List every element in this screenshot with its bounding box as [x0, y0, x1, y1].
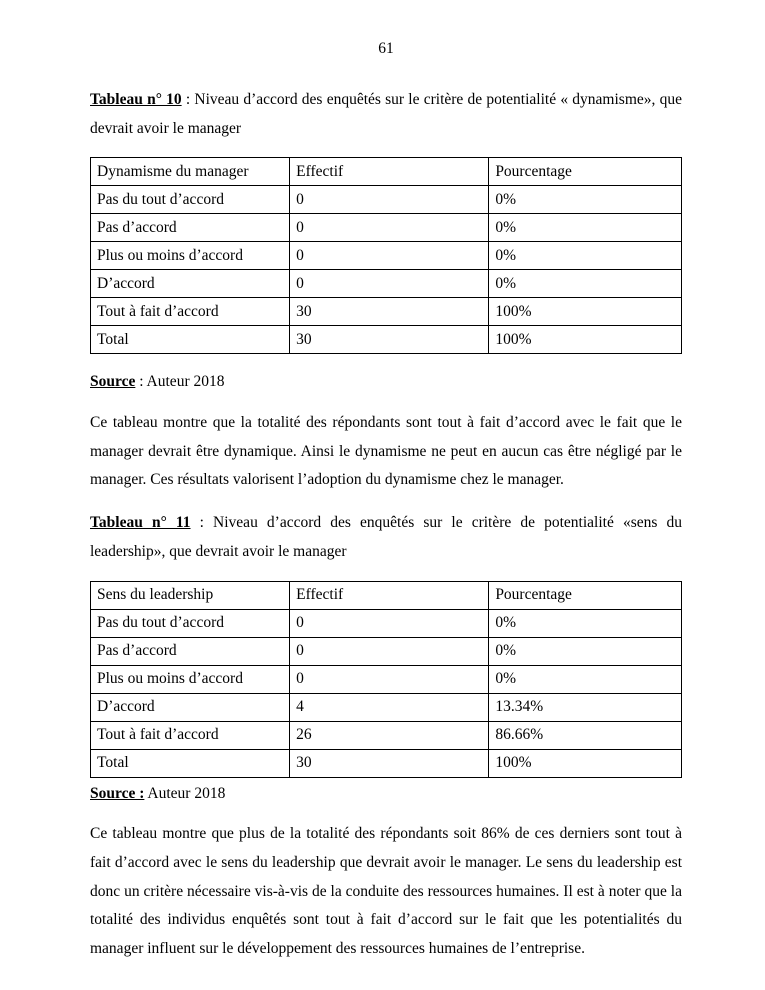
table-cell: 0%: [489, 214, 682, 242]
table10-source-label: Source: [90, 373, 136, 391]
table-cell: Pas d’accord: [91, 214, 290, 242]
table-cell: 0%: [489, 637, 682, 665]
table-header-cell: Pourcentage: [489, 158, 682, 186]
table-cell: 0: [290, 214, 489, 242]
table-header-cell: Dynamisme du manager: [91, 158, 290, 186]
table-cell: 30: [290, 749, 489, 777]
table11-source-label: Source :: [90, 784, 145, 802]
table-cell: Plus ou moins d’accord: [91, 665, 290, 693]
table-10: [90, 157, 682, 354]
table-cell: Tout à fait d’accord: [91, 721, 290, 749]
table-cell: 30: [290, 298, 489, 326]
table-header-row: [91, 158, 682, 186]
table11-heading-text: : Niveau d’accord des enquêtés sur le critère de potentialité «sens du leadership», que devrait avoir le manager: [90, 514, 683, 560]
table-row: [91, 214, 682, 242]
table-cell: 0%: [489, 270, 682, 298]
table-cell: 100%: [489, 298, 682, 326]
table10-heading: [90, 86, 682, 143]
table-cell: 100%: [489, 326, 682, 354]
table-row: [91, 637, 682, 665]
table-cell: 13.34%: [489, 693, 682, 721]
table-cell: 100%: [489, 749, 682, 777]
table-row: [91, 298, 682, 326]
table-cell: Tout à fait d’accord: [91, 298, 290, 326]
table-cell: 0: [290, 186, 489, 214]
table-cell: 0: [290, 609, 489, 637]
table11-source-text: Auteur 2018: [144, 784, 226, 802]
table-cell: D’accord: [91, 693, 290, 721]
table-cell: 0%: [489, 665, 682, 693]
table11-heading-label: Tableau n° 11: [90, 514, 191, 532]
table-cell: D’accord: [91, 270, 290, 298]
table-cell: 30: [290, 326, 489, 354]
table-cell: Total: [91, 326, 290, 354]
table-row: [91, 665, 682, 693]
table-11: [90, 581, 682, 778]
table-cell: 0%: [489, 242, 682, 270]
table-cell: 0%: [489, 609, 682, 637]
table-cell: 0: [290, 665, 489, 693]
table-cell: 0: [290, 270, 489, 298]
table-row: [91, 693, 682, 721]
table-cell: 0: [290, 242, 489, 270]
table11-heading: [90, 509, 682, 566]
table11-source: [90, 782, 682, 807]
table10-heading-label: Tableau n° 10: [90, 91, 182, 108]
table-header-cell: Effectif: [290, 581, 489, 609]
table-cell: 0: [290, 637, 489, 665]
table-cell: Pas du tout d’accord: [91, 186, 290, 214]
table-cell: 26: [290, 721, 489, 749]
table-row: [91, 749, 682, 777]
table-row: [91, 721, 682, 749]
table-row: [91, 270, 682, 298]
table10-source-text: : Auteur 2018: [135, 373, 225, 391]
table-row: [91, 186, 682, 214]
table-cell: 4: [290, 693, 489, 721]
table-cell: Total: [91, 749, 290, 777]
table-cell: Plus ou moins d’accord: [91, 242, 290, 270]
table-cell: Pas d’accord: [91, 637, 290, 665]
table10-source: [90, 370, 682, 395]
table-cell: 0%: [489, 186, 682, 214]
table-cell: 86.66%: [489, 721, 682, 749]
table-cell: Pas du tout d’accord: [91, 609, 290, 637]
table10-commentary: Ce tableau montre que la totalité des répondants sont tout à fait d’accord avec le fait que le manager devrait être dynamique. Ainsi le dynamisme ne peut en aucun cas être négligé par le manager. Ces résultats valorisent l’adoption du dynamisme chez le manager.: [90, 414, 682, 489]
table-header-cell: Pourcentage: [489, 581, 682, 609]
table-header-row: [91, 581, 682, 609]
table-header-cell: Sens du leadership: [91, 581, 290, 609]
table-row: [91, 242, 682, 270]
table-header-cell: Effectif: [290, 158, 489, 186]
page-number: 61: [378, 40, 394, 57]
table11-commentary: Ce tableau montre que plus de la totalité des répondants soit 86% de ces derniers sont tout à fait d’accord avec le sens du leadership que devrait avoir le manager. Le sens du leadership est donc un critère nécessaire vis-à-vis de la conduite des ressources humaines. Il est à noter que la totalité des individus enquêtés sont tout à fait d’accord sur le fait que les potentialités du manager influent sur le développement des ressources humaines de l’entreprise.: [90, 825, 682, 957]
table-row: [91, 609, 682, 637]
table-row: [91, 326, 682, 354]
table10-heading-text: : Niveau d’accord des enquêtés sur le critère de potentialité « dynamisme», que devrait avoir le manager: [90, 91, 682, 137]
